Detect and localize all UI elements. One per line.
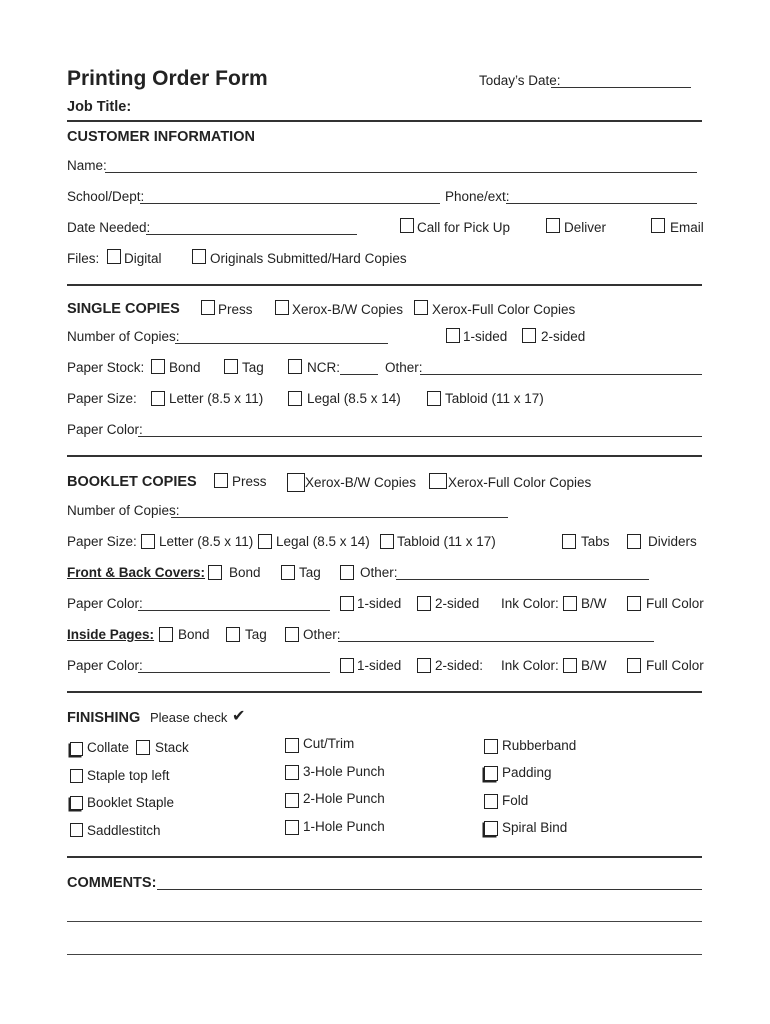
single-letter-checkbox[interactable] [151,391,165,406]
booklet-tabloid-checkbox[interactable] [380,534,394,549]
booklet-tabs-label: Tabs [581,534,610,549]
inside-bw-checkbox[interactable] [563,658,577,673]
inside-tag-checkbox[interactable] [226,627,240,642]
booklet-staple-label: Booklet Staple [87,795,175,810]
todays-date-field[interactable] [551,87,691,88]
finishing-heading: FINISHING [67,710,141,726]
covers-bw-label: B/W [581,596,607,611]
digital-label: Digital [124,251,162,266]
phone-field[interactable] [506,203,697,204]
single-paper-color-label: Paper Color: [67,422,143,437]
saddlestitch-label: Saddlestitch [87,823,161,838]
covers-bw-checkbox[interactable] [563,596,577,611]
inside-other-label: Other: [303,627,341,642]
phone-label: Phone/ext: [445,189,510,204]
single-1-sided-checkbox[interactable] [446,328,460,343]
school-dept-label: School/Dept: [67,189,145,204]
inside-other-field[interactable] [338,641,654,642]
inside-full-color-checkbox[interactable] [627,658,641,673]
single-copies-heading: SINGLE COPIES [67,301,180,317]
single-paper-color-field[interactable] [138,436,702,437]
single-tabloid-checkbox[interactable] [427,391,441,406]
paper-stock-label: Paper Stock: [67,360,145,375]
comments-label: COMMENTS: [67,875,157,891]
single-num-copies-field[interactable] [175,343,388,344]
rubberband-label: Rubberband [502,738,577,753]
inside-tag-label: Tag [245,627,267,642]
name-field[interactable] [105,172,697,173]
covers-paper-color-field[interactable] [138,610,330,611]
booklet-paper-size-label: Paper Size: [67,534,137,549]
covers-bond-label: Bond [229,565,261,580]
divider [67,455,702,457]
covers-2-sided-label: 2-sided [435,596,480,611]
rubberband-checkbox[interactable] [484,739,498,754]
single-2-sided-label: 2-sided [541,329,586,344]
deliver-checkbox[interactable] [546,218,560,233]
covers-2-sided-checkbox[interactable] [417,596,431,611]
2-hole-punch-label: 2-Hole Punch [303,791,385,806]
booklet-staple-checkbox[interactable] [70,796,83,810]
3-hole-punch-checkbox[interactable] [285,765,299,780]
booklet-xerox-bw-checkbox[interactable] [287,473,305,492]
inside-1-sided-checkbox[interactable] [340,658,354,673]
booklet-legal-checkbox[interactable] [258,534,272,549]
check-mark-icon: ✔ [232,708,246,725]
fold-checkbox[interactable] [484,794,498,809]
saddlestitch-checkbox[interactable] [70,823,83,837]
single-ncr-checkbox[interactable] [288,359,302,374]
originals-checkbox[interactable] [192,249,206,264]
single-legal-checkbox[interactable] [288,391,302,406]
single-2-sided-checkbox[interactable] [522,328,536,343]
single-xerox-bw-checkbox[interactable] [275,300,289,315]
3-hole-punch-label: 3-Hole Punch [303,764,385,779]
booklet-letter-label: Letter (8.5 x 11) [159,534,254,549]
covers-1-sided-label: 1-sided [357,596,402,611]
spiral-bind-checkbox[interactable] [484,821,498,836]
2-hole-punch-checkbox[interactable] [285,793,299,808]
booklet-dividers-checkbox[interactable] [627,534,641,549]
covers-bond-checkbox[interactable] [208,565,222,580]
date-needed-label: Date Needed: [67,220,151,235]
cut-trim-label: Cut/Trim [303,736,355,751]
todays-date-label: Today’s Date: [479,73,561,88]
call-pickup-checkbox[interactable] [400,218,414,233]
single-paper-size-label: Paper Size: [67,391,137,406]
covers-label: Front & Back Covers: [67,565,206,580]
stack-label: Stack [155,740,189,755]
booklet-num-copies-label: Number of Copies: [67,503,180,518]
booklet-letter-checkbox[interactable] [141,534,155,549]
covers-tag-label: Tag [299,565,321,580]
stack-checkbox[interactable] [136,740,150,755]
covers-full-color-checkbox[interactable] [627,596,641,611]
inside-paper-color-field[interactable] [138,672,330,673]
single-xerox-color-label: Xerox-Full Color Copies [432,302,576,317]
single-other-field[interactable] [420,374,702,375]
booklet-dividers-label: Dividers [648,534,697,549]
inside-pages-label: Inside Pages: [67,627,155,642]
digital-checkbox[interactable] [107,249,121,264]
please-check-label: Please check [150,710,228,725]
single-tag-checkbox[interactable] [224,359,238,374]
single-press-checkbox[interactable] [201,300,215,315]
originals-label: Originals Submitted/Hard Copies [210,251,407,266]
staple-top-left-checkbox[interactable] [70,769,83,783]
divider [67,856,702,858]
booklet-legal-label: Legal (8.5 x 14) [276,534,370,549]
call-pickup-label: Call for Pick Up [417,220,511,235]
1-hole-punch-checkbox[interactable] [285,820,299,835]
covers-paper-color-label: Paper Color: [67,596,143,611]
single-ncr-field[interactable] [340,374,378,375]
booklet-xerox-bw-label: Xerox-B/W Copies [305,475,417,490]
booklet-xerox-color-checkbox[interactable] [429,473,447,489]
single-bond-checkbox[interactable] [151,359,165,374]
school-dept-field[interactable] [140,203,440,204]
single-bond-label: Bond [169,360,201,375]
booklet-press-label: Press [232,474,267,489]
covers-ink-color-label: Ink Color: [501,596,559,611]
files-label: Files: [67,251,100,266]
booklet-tabs-checkbox[interactable] [562,534,576,549]
deliver-label: Deliver [564,220,607,235]
inside-bond-label: Bond [178,627,210,642]
single-tag-label: Tag [242,360,264,375]
covers-other-checkbox[interactable] [340,565,354,580]
covers-other-field[interactable] [396,579,649,580]
email-label: Email [670,220,704,235]
inside-2-sided-label: 2-sided: [435,658,484,673]
1-hole-punch-label: 1-Hole Punch [303,819,385,834]
comments-field-line-1[interactable] [157,889,702,890]
fold-label: Fold [502,793,529,808]
single-other-label: Other: [385,360,423,375]
inside-paper-color-label: Paper Color: [67,658,143,673]
inside-bw-label: B/W [581,658,607,673]
padding-label: Padding [502,765,552,780]
spiral-bind-label: Spiral Bind [502,820,568,835]
covers-full-color-label: Full Color [646,596,704,611]
booklet-press-checkbox[interactable] [214,473,228,488]
inside-bond-checkbox[interactable] [159,627,173,642]
booklet-copies-heading: BOOKLET COPIES [67,474,197,490]
single-letter-label: Letter (8.5 x 11) [169,391,264,406]
inside-full-color-label: Full Color [646,658,704,673]
booklet-tabloid-label: Tabloid (11 x 17) [397,534,496,549]
divider [67,120,702,122]
inside-2-sided-checkbox[interactable] [417,658,431,673]
date-needed-field[interactable] [146,234,357,235]
booklet-xerox-color-label: Xerox-Full Color Copies [448,475,592,490]
single-tabloid-label: Tabloid (11 x 17) [445,391,544,406]
email-checkbox[interactable] [651,218,665,233]
comments-field-line-3[interactable] [67,954,702,955]
single-xerox-bw-label: Xerox-B/W Copies [292,302,404,317]
form-title: Printing Order Form [67,67,268,90]
divider [67,691,702,693]
collate-checkbox[interactable] [70,742,83,756]
single-press-label: Press [218,302,253,317]
booklet-num-copies-field[interactable] [171,517,508,518]
job-title-label: Job Title: [67,99,132,115]
covers-other-label: Other: [360,565,398,580]
name-label: Name: [67,158,107,173]
inside-other-checkbox[interactable] [285,627,299,642]
single-legal-label: Legal (8.5 x 14) [307,391,401,406]
padding-checkbox[interactable] [484,766,498,781]
single-xerox-color-checkbox[interactable] [414,300,428,315]
divider [67,284,702,286]
single-num-copies-label: Number of Copies: [67,329,180,344]
staple-top-left-label: Staple top left [87,768,170,783]
inside-ink-color-label: Ink Color: [501,658,559,673]
cut-trim-checkbox[interactable] [285,738,299,753]
comments-field-line-2[interactable] [67,921,702,922]
inside-1-sided-label: 1-sided [357,658,402,673]
covers-1-sided-checkbox[interactable] [340,596,354,611]
single-ncr-label: NCR: [307,360,340,375]
covers-tag-checkbox[interactable] [281,565,295,580]
customer-info-heading: CUSTOMER INFORMATION [67,129,255,145]
collate-label: Collate [87,740,130,755]
single-1-sided-label: 1-sided [463,329,508,344]
